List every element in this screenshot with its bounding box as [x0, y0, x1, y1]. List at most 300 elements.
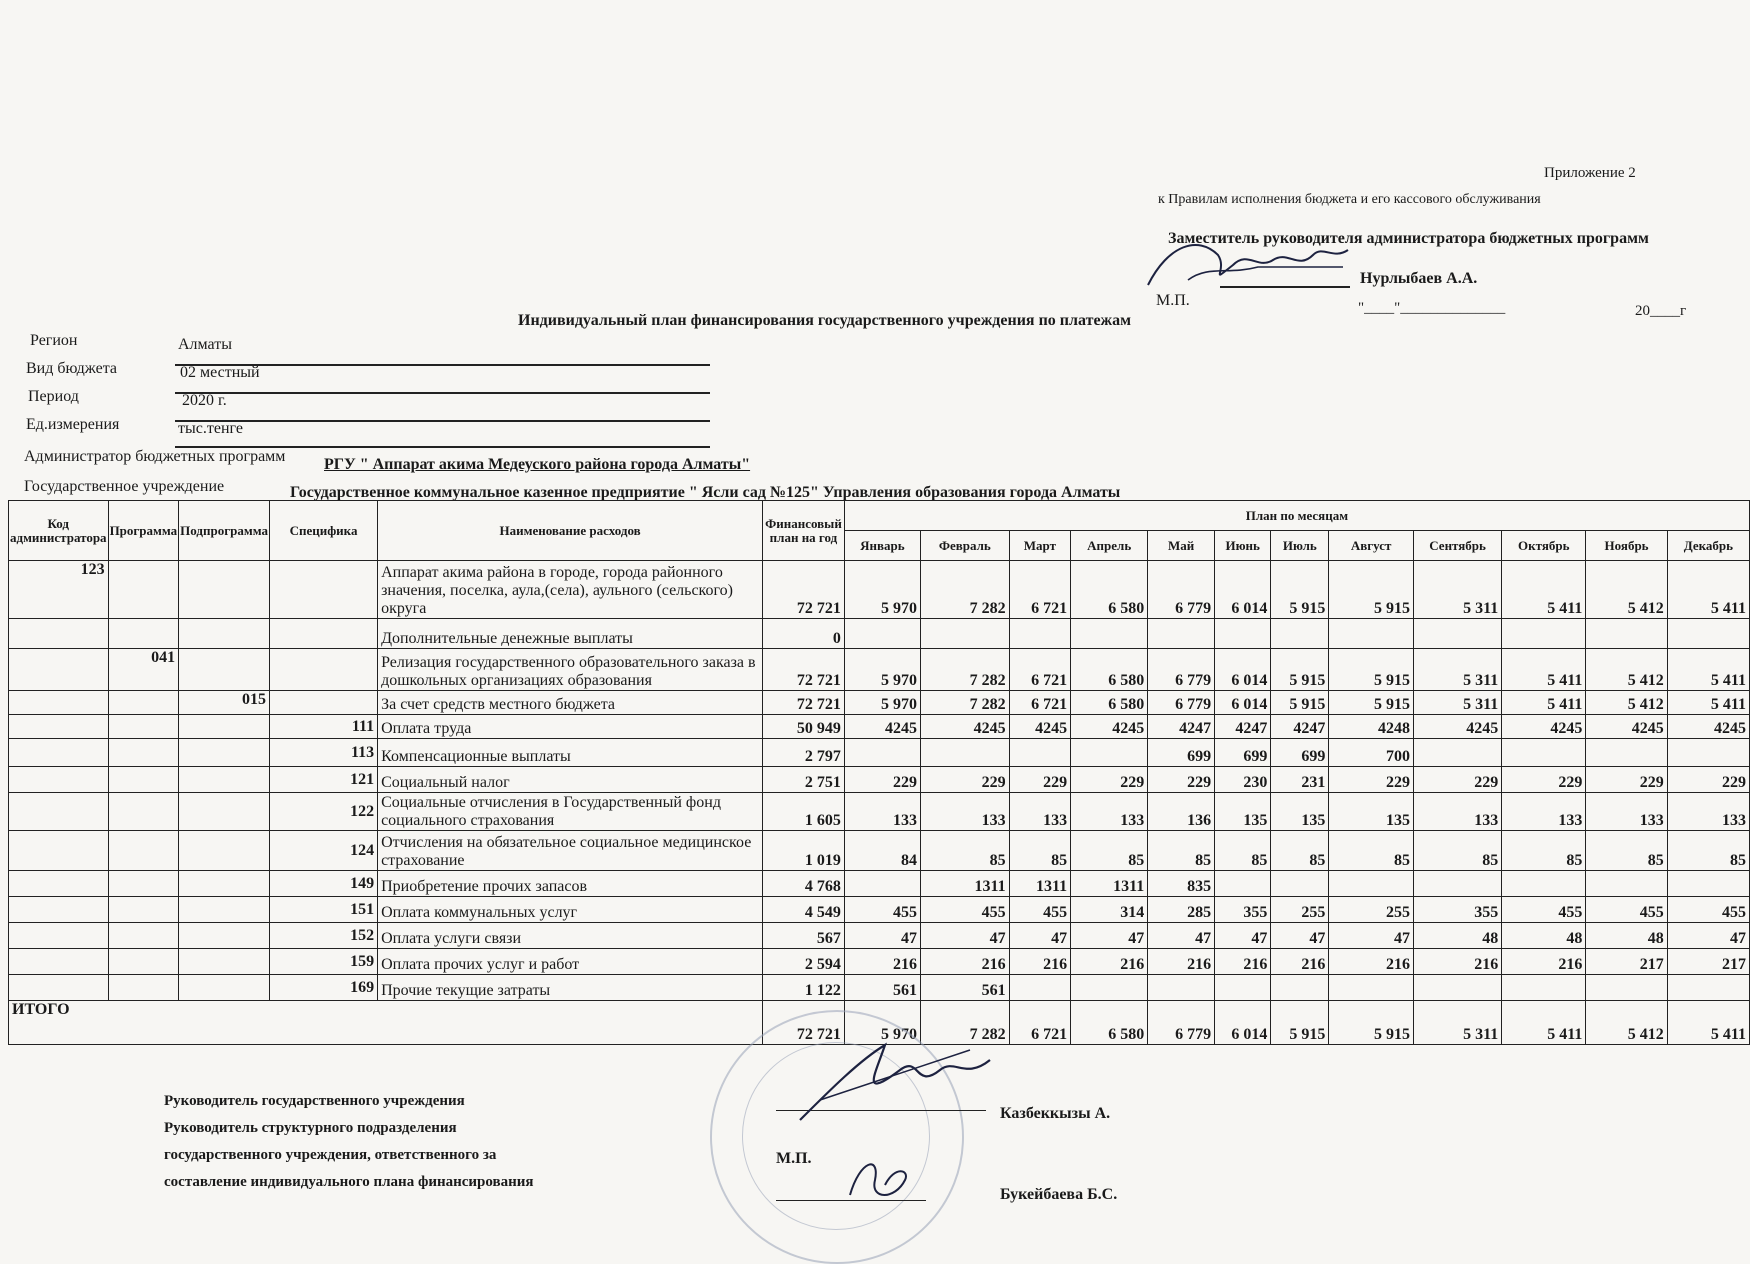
admin-code-cell	[9, 767, 109, 793]
total-month-cell: 5 970	[844, 1001, 920, 1045]
program-cell	[108, 949, 179, 975]
annual-total-cell: 4 549	[763, 897, 845, 923]
header-monthly-plan: План по месяцам	[844, 501, 1749, 531]
month-value-cell	[1215, 619, 1271, 649]
month-value-cell: 6 779	[1148, 561, 1215, 619]
month-value-cell	[1413, 619, 1501, 649]
month-value-cell: 561	[921, 975, 1010, 1001]
month-value-cell: 133	[1413, 793, 1501, 831]
month-value-cell	[1667, 975, 1749, 1001]
month-value-cell: 229	[1502, 767, 1586, 793]
month-value-cell: 133	[1502, 793, 1586, 831]
specific-cell: 169	[269, 975, 377, 1001]
month-value-cell: 84	[844, 831, 920, 871]
month-value-cell: 1311	[921, 871, 1010, 897]
month-value-cell: 699	[1215, 739, 1271, 767]
month-value-cell: 230	[1215, 767, 1271, 793]
month-value-cell: 4245	[1586, 715, 1667, 739]
total-month-cell: 6 014	[1215, 1001, 1271, 1045]
specific-cell: 124	[269, 831, 377, 871]
subprogram-cell	[179, 975, 270, 1001]
annual-total-cell: 2 797	[763, 739, 845, 767]
expense-name-cell: Отчисления на обязательное социальное медицинское страхование	[378, 831, 763, 871]
expense-name-cell: Аппарат акима района в городе, города районного значения, поселка, аула,(села), аульного (сельского) округа	[378, 561, 763, 619]
specific-cell: 111	[269, 715, 377, 739]
month-value-cell: 85	[1215, 831, 1271, 871]
month-value-cell	[1502, 871, 1586, 897]
annual-total-cell: 1 019	[763, 831, 845, 871]
month-value-cell: 216	[1329, 949, 1414, 975]
header-annual-plan: Финансовый план на год	[763, 501, 845, 561]
month-value-cell: 6 580	[1071, 561, 1148, 619]
month-value-cell: 1311	[1009, 871, 1071, 897]
admin-label: Администратор бюджетных программ	[24, 448, 286, 465]
annual-total-cell: 50 949	[763, 715, 845, 739]
month-value-cell: 229	[1413, 767, 1501, 793]
month-value-cell: 85	[921, 831, 1010, 871]
month-value-cell	[1667, 739, 1749, 767]
month-value-cell: 455	[921, 897, 1010, 923]
month-value-cell: 85	[1586, 831, 1667, 871]
admin-code-cell	[9, 949, 109, 975]
header-subprogram: Подпрограмма	[179, 501, 270, 561]
dept-signature-icon	[835, 1150, 925, 1215]
month-value-cell: 47	[1148, 923, 1215, 949]
month-value-cell	[1071, 739, 1148, 767]
month-value-cell: 216	[1502, 949, 1586, 975]
budget-type-value: 02 местный	[180, 364, 260, 381]
month-value-cell	[1502, 619, 1586, 649]
program-cell	[108, 897, 179, 923]
month-value-cell	[1413, 871, 1501, 897]
dept-label-3: составление индивидуального плана финансирования	[164, 1174, 534, 1190]
table-row	[9, 923, 1750, 949]
month-value-cell: 5 411	[1502, 561, 1586, 619]
month-value-cell: 5 970	[844, 561, 920, 619]
total-label: ИТОГО	[9, 1001, 763, 1045]
month-value-cell	[1502, 975, 1586, 1001]
approver-name: Нурлыбаев А.А.	[1360, 270, 1478, 287]
expense-name-cell: За счет средств местного бюджета	[378, 691, 763, 715]
expense-name-cell: Релизация государственного образовательного заказа в дошкольных организациях образования	[378, 649, 763, 691]
annual-total-cell: 72 721	[763, 649, 845, 691]
month-value-cell	[1215, 975, 1271, 1001]
budget-type-underline	[175, 392, 710, 394]
month-value-cell: 255	[1271, 897, 1329, 923]
month-value-cell: 5 970	[844, 649, 920, 691]
month-value-cell: 47	[1329, 923, 1414, 949]
month-value-cell: 4245	[1413, 715, 1501, 739]
subprogram-cell	[179, 715, 270, 739]
plan-body	[9, 561, 1750, 1045]
month-value-cell: 133	[1667, 793, 1749, 831]
admin-code-cell	[9, 691, 109, 715]
month-value-cell: 133	[1009, 793, 1071, 831]
month-value-cell: 231	[1271, 767, 1329, 793]
month-value-cell	[1329, 619, 1414, 649]
month-value-cell: 7 282	[921, 691, 1010, 715]
subprogram-cell	[179, 871, 270, 897]
month-value-cell	[1667, 871, 1749, 897]
month-value-cell: 229	[844, 767, 920, 793]
month-value-cell: 5 411	[1667, 649, 1749, 691]
month-value-cell	[1413, 975, 1501, 1001]
month-value-cell: 48	[1586, 923, 1667, 949]
month-value-cell: 5 412	[1586, 691, 1667, 715]
subprogram-cell	[179, 831, 270, 871]
month-value-cell: 47	[921, 923, 1010, 949]
month-value-cell	[1586, 975, 1667, 1001]
region-label: Регион	[30, 332, 78, 349]
month-value-cell: 455	[1667, 897, 1749, 923]
specific-cell: 151	[269, 897, 377, 923]
month-value-cell: 5 311	[1413, 691, 1501, 715]
month-value-cell	[921, 739, 1010, 767]
month-value-cell: 255	[1329, 897, 1414, 923]
table-row	[9, 793, 1750, 831]
month-value-cell: 700	[1329, 739, 1414, 767]
month-value-cell: 6 721	[1009, 561, 1071, 619]
admin-code-cell	[9, 897, 109, 923]
month-value-cell: 355	[1413, 897, 1501, 923]
month-value-cell: 4245	[1667, 715, 1749, 739]
month-value-cell	[1329, 871, 1414, 897]
month-value-cell: 6 779	[1148, 649, 1215, 691]
table-row	[9, 767, 1750, 793]
month-value-cell: 5 915	[1329, 649, 1414, 691]
program-cell	[108, 619, 179, 649]
header-month: Март	[1009, 531, 1071, 561]
header-month: Май	[1148, 531, 1215, 561]
specific-cell: 122	[269, 793, 377, 831]
admin-code-cell	[9, 871, 109, 897]
total-month-cell: 5 411	[1667, 1001, 1749, 1045]
month-value-cell: 835	[1148, 871, 1215, 897]
header-month: Апрель	[1071, 531, 1148, 561]
admin-code-cell	[9, 715, 109, 739]
month-value-cell: 6 721	[1009, 691, 1071, 715]
month-value-cell: 229	[1329, 767, 1414, 793]
total-month-cell: 5 412	[1586, 1001, 1667, 1045]
program-cell	[108, 691, 179, 715]
month-value-cell: 229	[921, 767, 1010, 793]
month-value-cell: 4247	[1215, 715, 1271, 739]
document-title: Индивидуальный план финансирования государственного учреждения по платежам	[518, 312, 1132, 329]
month-value-cell: 455	[844, 897, 920, 923]
total-month-cell: 6 721	[1009, 1001, 1071, 1045]
approval-date: "____"______________	[1358, 300, 1506, 316]
unit-value: тыс.тенге	[178, 420, 243, 437]
month-value-cell: 47	[1667, 923, 1749, 949]
month-value-cell: 135	[1215, 793, 1271, 831]
head-signature-icon	[790, 1030, 1020, 1135]
header-month: Июнь	[1215, 531, 1271, 561]
approval-seal-label: М.П.	[1156, 292, 1190, 309]
expense-name-cell: Социальный налог	[378, 767, 763, 793]
month-value-cell: 48	[1502, 923, 1586, 949]
month-value-cell: 133	[1071, 793, 1148, 831]
header-month: Август	[1329, 531, 1414, 561]
month-value-cell: 133	[1586, 793, 1667, 831]
month-value-cell: 6 779	[1148, 691, 1215, 715]
month-value-cell: 85	[1271, 831, 1329, 871]
month-value-cell: 47	[1009, 923, 1071, 949]
month-value-cell: 135	[1329, 793, 1414, 831]
unit-label: Ед.измерения	[26, 416, 120, 433]
expense-name-cell: Оплата коммунальных услуг	[378, 897, 763, 923]
expense-name-cell: Приобретение прочих запасов	[378, 871, 763, 897]
specific-cell	[269, 561, 377, 619]
program-cell	[108, 831, 179, 871]
month-value-cell: 4248	[1329, 715, 1414, 739]
annual-total-cell: 2 594	[763, 949, 845, 975]
month-value-cell: 85	[1502, 831, 1586, 871]
month-value-cell: 85	[1148, 831, 1215, 871]
month-value-cell: 85	[1071, 831, 1148, 871]
header-month: Январь	[844, 531, 920, 561]
subprogram-cell	[179, 949, 270, 975]
month-value-cell	[844, 739, 920, 767]
month-value-cell: 5 311	[1413, 649, 1501, 691]
table-row	[9, 715, 1750, 739]
month-value-cell: 135	[1271, 793, 1329, 831]
table-row	[9, 871, 1750, 897]
annual-total-cell: 1 605	[763, 793, 845, 831]
header-month: Декабрь	[1667, 531, 1749, 561]
month-value-cell: 229	[1667, 767, 1749, 793]
month-value-cell: 314	[1071, 897, 1148, 923]
expense-name-cell: Компенсационные выплаты	[378, 739, 763, 767]
approval-year: 20____г	[1635, 303, 1687, 319]
total-month-cell: 5 915	[1271, 1001, 1329, 1045]
specific-cell: 121	[269, 767, 377, 793]
month-value-cell: 216	[1009, 949, 1071, 975]
annual-total-cell: 567	[763, 923, 845, 949]
header-program: Программа	[108, 501, 179, 561]
table-row	[9, 975, 1750, 1001]
grand-total-cell: 72 721	[763, 1001, 845, 1045]
month-value-cell	[1271, 619, 1329, 649]
appendix-rules: к Правилам исполнения бюджета и его кассового обслуживания	[1158, 192, 1541, 207]
approver-position: Заместитель руководителя администратора бюджетных программ	[1168, 230, 1649, 247]
month-value-cell: 285	[1148, 897, 1215, 923]
month-value-cell: 216	[921, 949, 1010, 975]
table-row	[9, 619, 1750, 649]
approver-signature-icon	[1138, 225, 1358, 310]
header-month: Июль	[1271, 531, 1329, 561]
month-value-cell: 133	[921, 793, 1010, 831]
month-value-cell: 136	[1148, 793, 1215, 831]
month-value-cell: 133	[844, 793, 920, 831]
table-row	[9, 561, 1750, 619]
month-value-cell: 5 915	[1329, 561, 1414, 619]
month-value-cell	[1586, 871, 1667, 897]
month-value-cell: 1311	[1071, 871, 1148, 897]
annual-total-cell: 0	[763, 619, 845, 649]
specific-cell: 113	[269, 739, 377, 767]
subprogram-cell	[179, 897, 270, 923]
month-value-cell: 229	[1009, 767, 1071, 793]
month-value-cell	[1009, 619, 1071, 649]
table-row	[9, 649, 1750, 691]
expense-name-cell: Дополнительные денежные выплаты	[378, 619, 763, 649]
month-value-cell: 5 915	[1271, 561, 1329, 619]
month-value-cell	[1413, 739, 1501, 767]
month-value-cell: 216	[1215, 949, 1271, 975]
month-value-cell: 455	[1502, 897, 1586, 923]
month-value-cell	[1271, 871, 1329, 897]
header-month: Ноябрь	[1586, 531, 1667, 561]
head-label: Руководитель государственного учреждения	[164, 1093, 465, 1109]
month-value-cell: 6 580	[1071, 649, 1148, 691]
total-month-cell: 5 311	[1413, 1001, 1501, 1045]
appendix-number: Приложение 2	[1544, 165, 1636, 181]
header-month: Февраль	[921, 531, 1010, 561]
program-cell	[108, 793, 179, 831]
program-cell: 041	[108, 649, 179, 691]
month-value-cell: 229	[1586, 767, 1667, 793]
program-cell	[108, 561, 179, 619]
month-value-cell: 6 721	[1009, 649, 1071, 691]
subprogram-cell	[179, 793, 270, 831]
program-cell	[108, 767, 179, 793]
month-value-cell: 5 970	[844, 691, 920, 715]
admin-code-cell	[9, 975, 109, 1001]
total-month-cell: 6 779	[1148, 1001, 1215, 1045]
month-value-cell	[1009, 975, 1071, 1001]
dept-label-2: государственного учреждения, ответственного за	[164, 1147, 497, 1163]
month-value-cell: 5 411	[1667, 561, 1749, 619]
specific-cell: 159	[269, 949, 377, 975]
period-underline	[175, 420, 710, 422]
month-value-cell	[1215, 871, 1271, 897]
expense-name-cell: Оплата труда	[378, 715, 763, 739]
total-month-cell: 6 580	[1071, 1001, 1148, 1045]
month-value-cell: 47	[1271, 923, 1329, 949]
head-name: Казбеккызы А.	[1000, 1105, 1111, 1122]
program-cell	[108, 715, 179, 739]
month-value-cell: 4245	[1009, 715, 1071, 739]
month-value-cell: 7 282	[921, 649, 1010, 691]
month-value-cell: 5 915	[1329, 691, 1414, 715]
month-value-cell: 216	[844, 949, 920, 975]
month-value-cell: 216	[1071, 949, 1148, 975]
signatures-seal-label: М.П.	[776, 1150, 812, 1167]
month-value-cell: 699	[1271, 739, 1329, 767]
month-value-cell: 4247	[1148, 715, 1215, 739]
month-value-cell	[1502, 739, 1586, 767]
month-value-cell	[1071, 619, 1148, 649]
admin-value: РГУ " Аппарат акима Медеуского района города Алматы"	[324, 456, 751, 473]
specific-cell	[269, 691, 377, 715]
month-value-cell: 699	[1148, 739, 1215, 767]
month-value-cell: 6 014	[1215, 691, 1271, 715]
program-cell	[108, 739, 179, 767]
table-row	[9, 949, 1750, 975]
subprogram-cell	[179, 739, 270, 767]
month-value-cell: 7 282	[921, 561, 1010, 619]
month-value-cell: 85	[1667, 831, 1749, 871]
month-value-cell: 4245	[1502, 715, 1586, 739]
month-value-cell: 561	[844, 975, 920, 1001]
program-cell	[108, 871, 179, 897]
header-month: Октябрь	[1502, 531, 1586, 561]
subprogram-cell	[179, 767, 270, 793]
month-value-cell	[1667, 619, 1749, 649]
table-row	[9, 739, 1750, 767]
month-value-cell: 217	[1586, 949, 1667, 975]
month-value-cell: 5 411	[1667, 691, 1749, 715]
admin-code-cell	[9, 619, 109, 649]
specific-cell: 152	[269, 923, 377, 949]
annual-total-cell: 72 721	[763, 691, 845, 715]
financing-plan-table	[8, 500, 1750, 1045]
budget-type-label: Вид бюджета	[26, 360, 118, 377]
table-row	[9, 897, 1750, 923]
subprogram-cell	[179, 619, 270, 649]
month-value-cell: 216	[1271, 949, 1329, 975]
month-value-cell: 47	[1215, 923, 1271, 949]
header-month: Сентябрь	[1413, 531, 1501, 561]
specific-cell	[269, 649, 377, 691]
institution-value: Государственное коммунальное казенное предприятие " Ясли сад №125" Управления образования города Алматы	[290, 484, 1121, 501]
month-value-cell: 355	[1215, 897, 1271, 923]
specific-cell: 149	[269, 871, 377, 897]
header-admin-code: Код администратора	[9, 501, 109, 561]
month-value-cell	[1271, 975, 1329, 1001]
month-value-cell: 455	[1586, 897, 1667, 923]
month-value-cell: 217	[1667, 949, 1749, 975]
month-value-cell	[921, 619, 1010, 649]
month-value-cell: 48	[1413, 923, 1501, 949]
program-cell	[108, 975, 179, 1001]
subprogram-cell: 015	[179, 691, 270, 715]
specific-cell	[269, 619, 377, 649]
month-value-cell: 229	[1148, 767, 1215, 793]
month-value-cell: 85	[1329, 831, 1414, 871]
month-value-cell: 85	[1009, 831, 1071, 871]
dept-label-1: Руководитель структурного подразделения	[164, 1120, 457, 1136]
program-cell	[108, 923, 179, 949]
table-row	[9, 831, 1750, 871]
annual-total-cell: 72 721	[763, 561, 845, 619]
subprogram-cell	[179, 561, 270, 619]
month-value-cell	[1586, 619, 1667, 649]
institution-label: Государственное учреждение	[24, 478, 225, 495]
month-value-cell	[1148, 975, 1215, 1001]
header-expense-name: Наименование расходов	[378, 501, 763, 561]
subprogram-cell	[179, 923, 270, 949]
month-value-cell: 6 014	[1215, 561, 1271, 619]
month-value-cell: 5 915	[1271, 649, 1329, 691]
month-value-cell: 5 411	[1502, 691, 1586, 715]
region-value: Алматы	[178, 336, 232, 353]
month-value-cell: 4245	[921, 715, 1010, 739]
month-value-cell: 216	[1148, 949, 1215, 975]
total-month-cell: 5 915	[1329, 1001, 1414, 1045]
month-value-cell: 5 915	[1271, 691, 1329, 715]
month-value-cell: 6 580	[1071, 691, 1148, 715]
month-value-cell	[844, 619, 920, 649]
month-value-cell: 229	[1071, 767, 1148, 793]
table-row	[9, 691, 1750, 715]
subprogram-cell	[179, 649, 270, 691]
month-value-cell: 5 412	[1586, 649, 1667, 691]
month-value-cell	[1586, 739, 1667, 767]
month-value-cell: 216	[1413, 949, 1501, 975]
period-value: 2020 г.	[182, 392, 227, 409]
month-value-cell: 5 311	[1413, 561, 1501, 619]
